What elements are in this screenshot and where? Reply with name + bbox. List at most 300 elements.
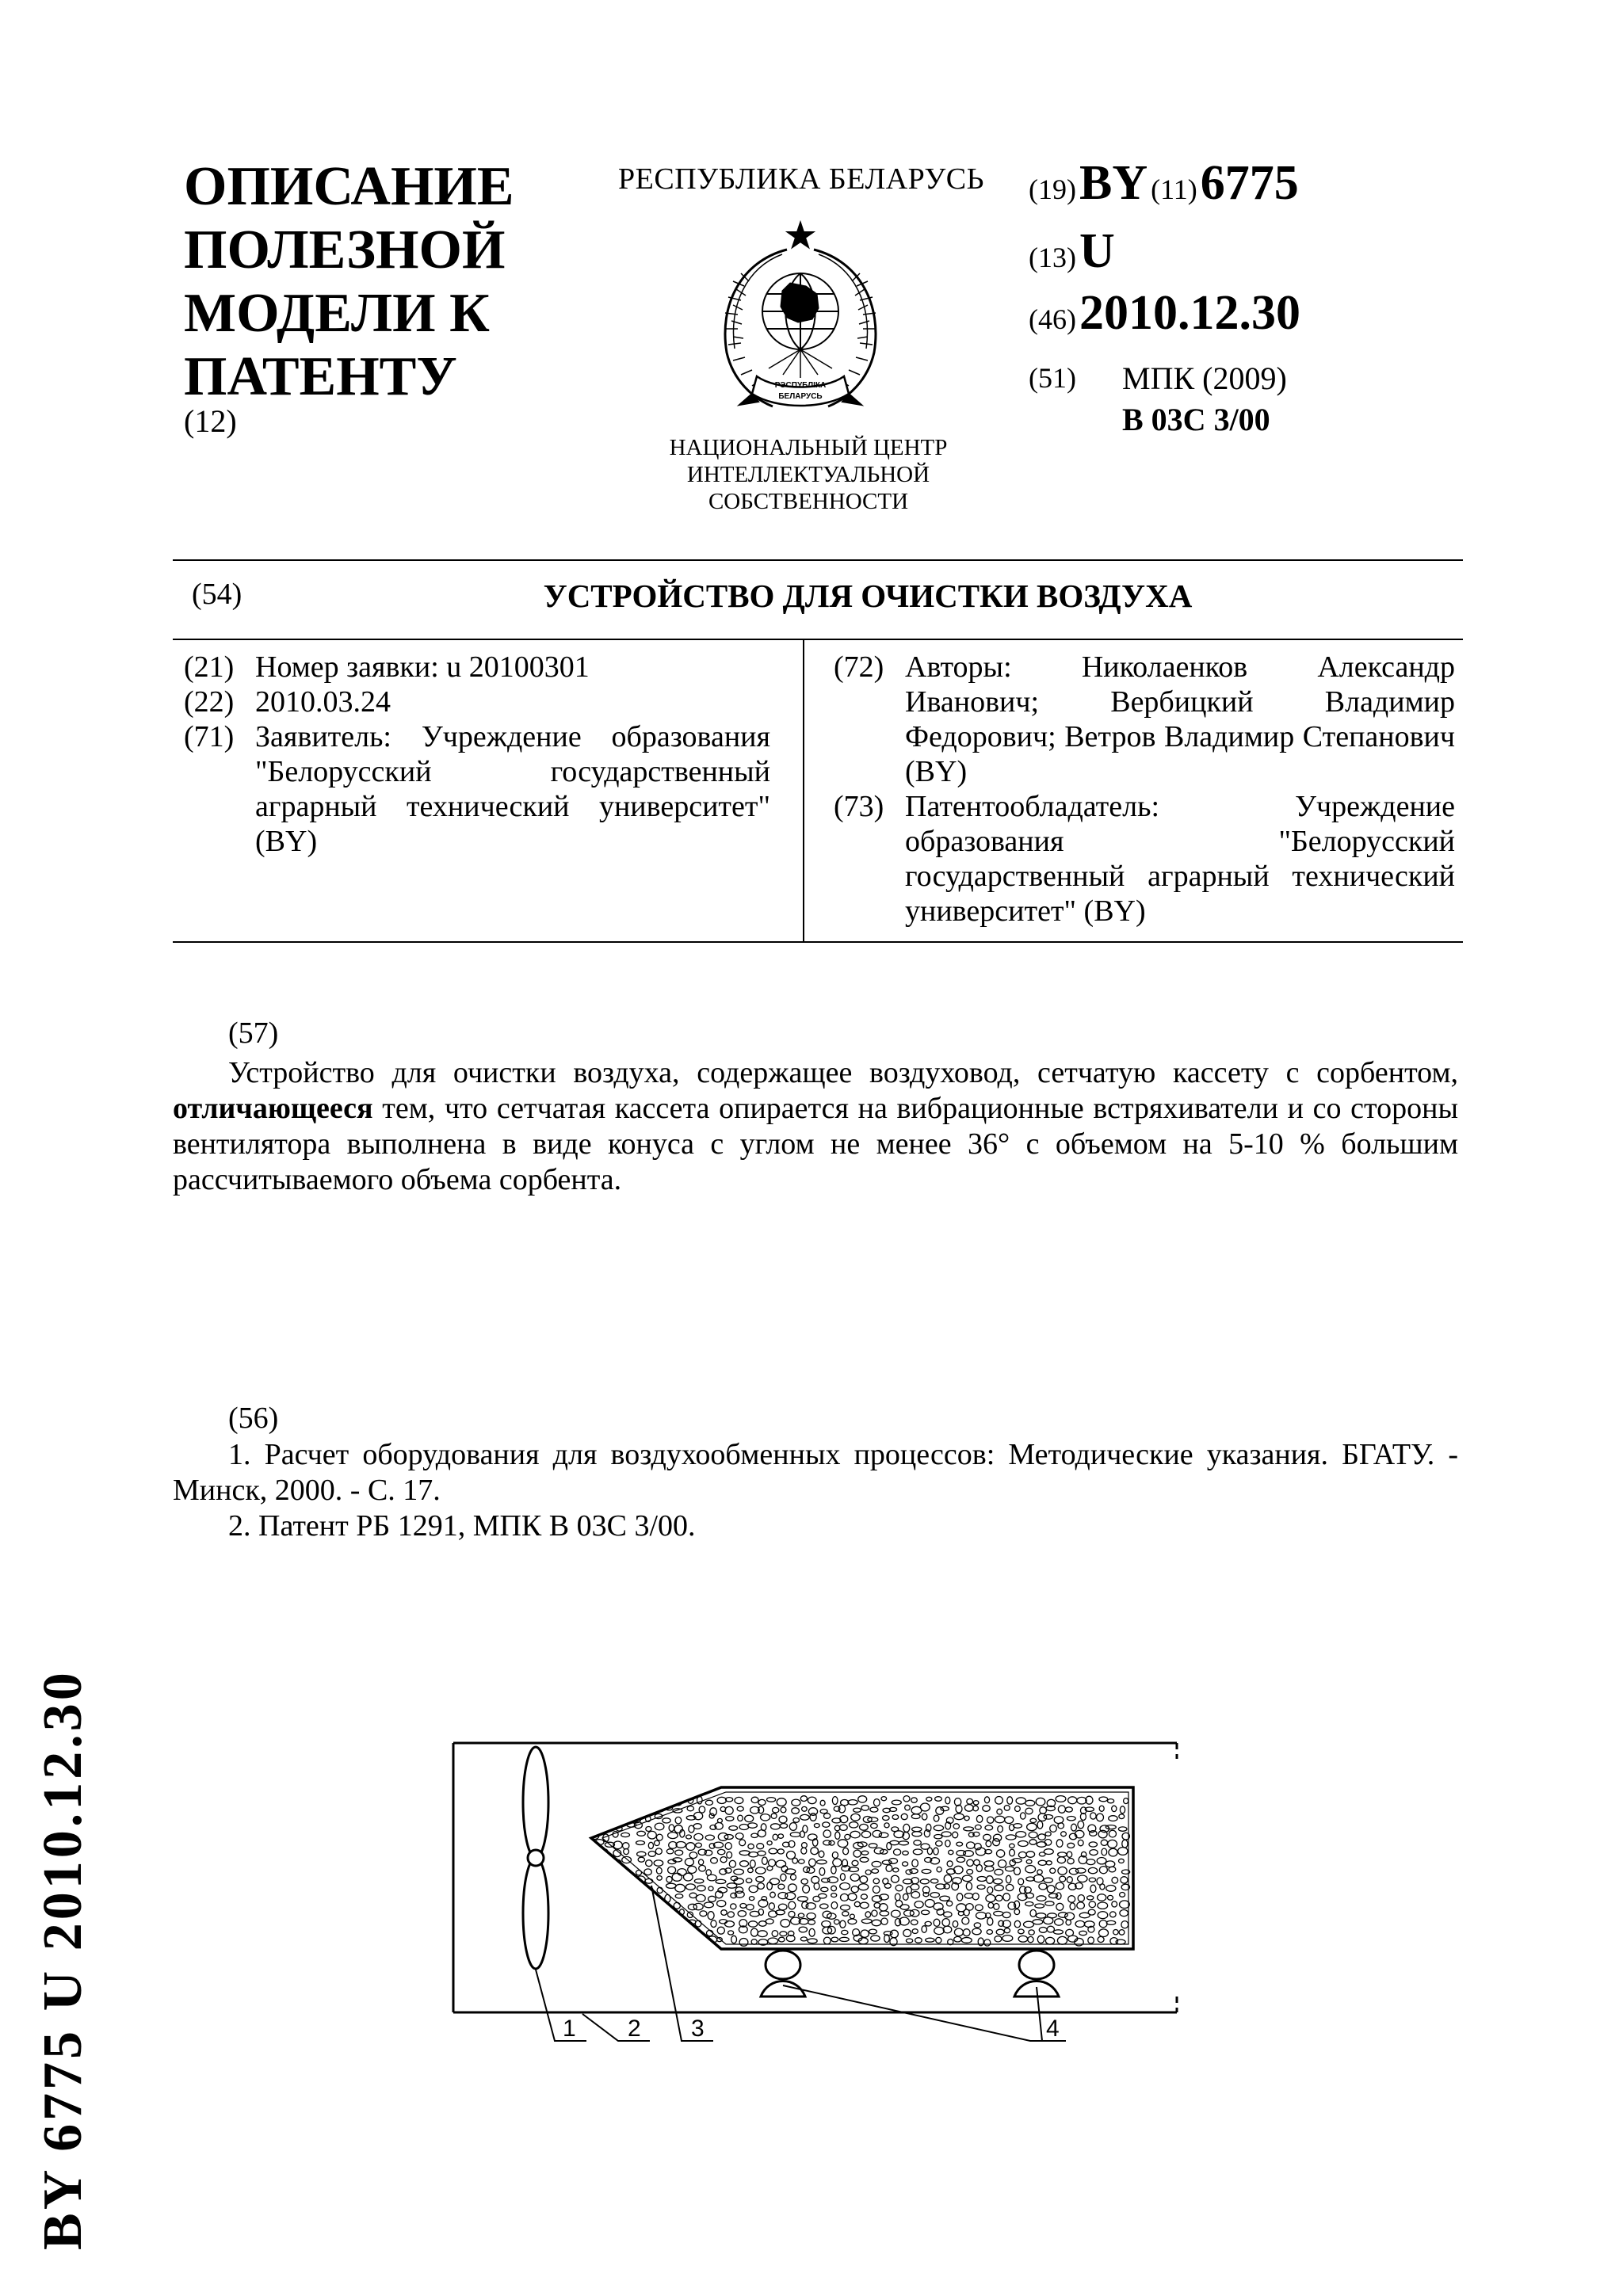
sorbent-granule (739, 1840, 746, 1846)
sorbent-granule (616, 1936, 621, 1940)
sorbent-granule (858, 1796, 867, 1802)
sorbent-granule (766, 1919, 773, 1924)
sorbent-granule (1026, 1852, 1035, 1858)
sorbent-granule (1078, 1840, 1083, 1845)
sorbent-granule (1044, 1849, 1053, 1855)
biblio-text: Заявитель: Учреждение образования "Белорусский государственный аграрный технический университет" (BY) (255, 720, 770, 858)
sorbent-granule (850, 1914, 854, 1919)
sorbent-granule (1040, 1807, 1047, 1814)
divider-middle (173, 639, 1463, 640)
sorbent-granule (882, 1860, 892, 1864)
sorbent-granule (679, 1928, 686, 1936)
sorbent-granule (593, 1824, 601, 1828)
sorbent-granule (778, 1884, 785, 1889)
sorbent-granule (848, 1800, 857, 1805)
sorbent-granule (637, 1831, 646, 1836)
sorbent-granule (940, 1896, 950, 1901)
reference-item: 1. Расчет оборудования для воздухообменных процессов: Методические указания. БГАТУ. - Минск, 2000. - С. 17. (173, 1438, 1458, 1507)
sorbent-granule (684, 1873, 693, 1881)
sorbent-granule (1097, 1814, 1104, 1821)
sorbent-granule (838, 1840, 848, 1848)
sorbent-granule (1025, 1800, 1035, 1806)
sorbent-granule (1044, 1840, 1052, 1846)
sorbent-granule (633, 1920, 641, 1924)
sorbent-granule (1099, 1797, 1108, 1802)
sorbent-granule (789, 1901, 796, 1909)
sorbent-granule (800, 1796, 807, 1802)
sorbent-granule (1102, 1848, 1107, 1855)
sorbent-granule (707, 1875, 716, 1881)
sorbent-granule (1055, 1919, 1064, 1925)
sorbent-granule (773, 1807, 779, 1813)
sorbent-granule (1006, 1884, 1013, 1890)
sorbent-granule (831, 1902, 838, 1909)
sorbent-granule (811, 1848, 819, 1855)
sorbent-granule (694, 1879, 704, 1883)
sorbent-granule (957, 1857, 964, 1862)
sorbent-granule (870, 1807, 878, 1812)
sorbent-granule (839, 1825, 847, 1830)
sorbent-granule (1038, 1834, 1045, 1840)
biblio-right-column (834, 650, 1455, 929)
sorbent-granule (699, 1859, 704, 1865)
sorbent-granule (675, 1884, 685, 1892)
column-separator (803, 639, 804, 942)
sorbent-granule (1006, 1835, 1016, 1840)
sorbent-granule (941, 1832, 951, 1836)
sorbent-granule (912, 1929, 918, 1934)
sorbent-granule (972, 1928, 981, 1935)
sorbent-granule (748, 1921, 757, 1927)
sorbent-granule (831, 1937, 838, 1942)
code-12: (12) (184, 403, 237, 439)
sorbent-granule (771, 1824, 781, 1829)
sorbent-granule (791, 1875, 796, 1880)
sorbent-granule (930, 1879, 938, 1883)
sorbent-granule (1120, 1910, 1128, 1917)
sorbent-granule (861, 1831, 870, 1837)
sorbent-granule (1119, 1930, 1125, 1936)
sorbent-granule (1075, 1920, 1085, 1927)
biblio-num: (21) (184, 650, 235, 684)
sorbent-granule (806, 1903, 815, 1909)
sorbent-granule (953, 1824, 959, 1829)
sorbent-granule (834, 1920, 840, 1924)
sorbent-granule (780, 1932, 787, 1936)
sorbent-granule (832, 1797, 838, 1805)
sorbent-granule (727, 1852, 732, 1858)
sorbent-granule (669, 1825, 674, 1832)
sorbent-granule (675, 1817, 682, 1824)
sorbent-granule (943, 1926, 952, 1933)
sorbent-granule (776, 1860, 786, 1867)
sorbent-granule (669, 1938, 677, 1942)
sorbent-granule (1109, 1816, 1117, 1821)
sorbent-granule (953, 1921, 958, 1928)
sorbent-granule (984, 1797, 989, 1803)
sorbent-granule (685, 1884, 695, 1890)
sorbent-granule (1078, 1895, 1084, 1902)
sorbent-granule (1088, 1937, 1094, 1943)
code-51: (51) (1029, 362, 1076, 394)
sorbent-granule (605, 1896, 612, 1902)
sorbent-granule (954, 1814, 964, 1820)
sorbent-granule (1098, 1936, 1104, 1942)
emblem-ribbon-text-1: РЭСПУБЛІКА (774, 381, 827, 390)
sorbent-granule (911, 1884, 919, 1890)
sorbent-granule (820, 1810, 827, 1814)
code-54: (54) (192, 578, 242, 611)
sorbent-granule (1028, 1936, 1033, 1942)
sorbent-granule (705, 1835, 714, 1840)
sorbent-granule (884, 1823, 889, 1828)
sorbent-granule (617, 1806, 623, 1811)
sorbent-granule (890, 1930, 898, 1938)
sorbent-granule (711, 1920, 716, 1928)
sorbent-granule (749, 1886, 758, 1893)
sorbent-granule (912, 1859, 918, 1867)
sorbent-granule (879, 1833, 888, 1837)
sorbent-granule (997, 1809, 1002, 1814)
sorbent-granule (892, 1875, 899, 1882)
sorbent-granule (613, 1921, 618, 1928)
sorbent-granule (995, 1936, 1002, 1942)
sorbent-granule (860, 1902, 869, 1909)
sorbent-granule (999, 1860, 1006, 1868)
sorbent-granule (963, 1929, 970, 1936)
sorbent-granule (1067, 1817, 1075, 1821)
sorbent-granule (920, 1803, 930, 1811)
sorbent-granule (995, 1869, 1003, 1875)
sorbent-granule (1078, 1875, 1087, 1882)
sorbent-granule (643, 1920, 652, 1926)
sorbent-granule (839, 1937, 849, 1941)
sorbent-granule (1079, 1931, 1087, 1935)
sorbent-granule (628, 1878, 633, 1886)
sorbent-granule (1120, 1806, 1125, 1814)
sorbent-granule (820, 1800, 825, 1806)
sorbent-granule (1015, 1806, 1021, 1812)
sorbent-granule (1016, 1798, 1025, 1804)
code-19: (19) (1029, 174, 1076, 205)
sorbent-granule (945, 1840, 950, 1847)
sorbent-granule (953, 1832, 958, 1838)
invention-title: УСТРОЙСТВО ДЛЯ ОЧИСТКИ ВОЗДУХА (543, 578, 1193, 614)
biblio-entry-73 (834, 789, 1455, 929)
sorbent-granule (646, 1827, 651, 1832)
sorbent-granule (947, 1861, 953, 1867)
sorbent-granule (726, 1817, 734, 1821)
sorbent-granule (605, 1817, 616, 1822)
sorbent-granule (1090, 1831, 1097, 1836)
sorbent-granule (731, 1936, 737, 1943)
sorbent-granule (861, 1806, 869, 1811)
sorbent-granule (911, 1892, 920, 1898)
sorbent-granule (903, 1796, 910, 1802)
sorbent-granule (976, 1905, 983, 1911)
sorbent-granule (1033, 1875, 1044, 1882)
sorbent-granule (934, 1825, 943, 1831)
sorbent-granule (717, 1818, 722, 1822)
sorbent-granule (785, 1893, 796, 1900)
sorbent-granule (1061, 1832, 1067, 1836)
sorbent-granule (688, 1866, 697, 1873)
sorbent-granule (626, 1796, 633, 1801)
sorbent-granule (779, 1937, 785, 1942)
sorbent-granule (663, 1818, 670, 1823)
sorbent-granule (789, 1911, 795, 1917)
sorbent-granule (798, 1897, 808, 1901)
sorbent-granule (645, 1878, 653, 1883)
sorbent-granule (998, 1826, 1003, 1833)
sorbent-granule (731, 1904, 736, 1909)
sorbent-granule (668, 1833, 678, 1839)
sorbent-granule (761, 1814, 770, 1821)
sorbent-granule (621, 1833, 630, 1836)
sorbent-granule (600, 1934, 609, 1942)
sorbent-granule (772, 1931, 778, 1937)
sorbent-granule (1036, 1913, 1046, 1918)
sorbent-granule (935, 1797, 942, 1802)
sorbent-granule (887, 1843, 892, 1850)
sorbent-granule (781, 1807, 786, 1813)
sorbent-granule (799, 1859, 805, 1863)
sorbent-granule (954, 1798, 960, 1806)
sorbent-granule (792, 1799, 800, 1806)
sorbent-granule (627, 1901, 633, 1907)
sorbent-granule (910, 1909, 919, 1917)
sorbent-granule (1121, 1877, 1128, 1883)
sorbent-granule (985, 1866, 994, 1871)
sorbent-granule (1097, 1858, 1106, 1864)
sorbent-granule (871, 1823, 878, 1828)
sorbent-granule (637, 1852, 646, 1856)
sorbent-granule (717, 1797, 726, 1803)
sorbent-granule (832, 1852, 838, 1859)
sorbent-granule (1120, 1901, 1130, 1909)
sorbent-granule (665, 1798, 674, 1803)
sorbent-granule (865, 1912, 871, 1917)
side-document-label: BY 6775 U 2010.12.30 (32, 1669, 94, 2250)
sorbent-granule (745, 1815, 754, 1821)
sorbent-granule (831, 1886, 837, 1890)
sorbent-granule (872, 1920, 881, 1926)
sorbent-granule (594, 1849, 601, 1855)
sorbent-granule (945, 1797, 950, 1804)
sorbent-granule (880, 1911, 889, 1916)
sorbent-granule (967, 1859, 974, 1866)
sorbent-granule (612, 1814, 621, 1821)
sorbent-granule (967, 1798, 973, 1804)
abstract-text (173, 1055, 1458, 1198)
sorbent-granule (727, 1912, 734, 1917)
sorbent-granule (860, 1876, 868, 1883)
sorbent-granule (964, 1805, 973, 1812)
sorbent-granule (903, 1862, 908, 1866)
sorbent-granule (1038, 1860, 1047, 1865)
sorbent-granule (994, 1904, 999, 1910)
sorbent-granule (1047, 1886, 1055, 1893)
sorbent-granule (874, 1799, 880, 1806)
sorbent-granule (700, 1911, 707, 1917)
sorbent-granule (1010, 1844, 1015, 1848)
sorbent-granule (718, 1849, 725, 1854)
sorbent-granule (903, 1851, 909, 1855)
sorbent-granule (1065, 1807, 1072, 1812)
sorbent-granule (676, 1842, 685, 1848)
sorbent-granule (635, 1909, 643, 1917)
sorbent-granule (1099, 1867, 1107, 1874)
sorbent-granule (717, 1901, 726, 1907)
biblio-entry-22 (184, 685, 770, 719)
sorbent-granule (911, 1798, 918, 1802)
sorbent-granule (777, 1849, 784, 1854)
sorbent-granule (973, 1801, 979, 1805)
sorbent-granule (920, 1879, 929, 1884)
sorbent-granule (872, 1869, 879, 1873)
sorbent-granule (757, 1844, 764, 1849)
sorbent-granule (842, 1912, 849, 1917)
sorbent-granule (781, 1874, 786, 1881)
sorbent-granule (1058, 1806, 1065, 1813)
sorbent-granule (595, 1913, 601, 1918)
sorbent-granule (652, 1798, 663, 1803)
abstract-emphasis: отличающееся (173, 1092, 373, 1125)
sorbent-granule (861, 1919, 872, 1924)
sorbent-granule (840, 1920, 846, 1928)
sorbent-granule (758, 1851, 766, 1855)
sorbent-granule (884, 1883, 891, 1888)
sorbent-granule (699, 1806, 705, 1813)
sorbent-granule (1098, 1894, 1106, 1901)
sorbent-granule (666, 1849, 674, 1854)
sorbent-granule (614, 1900, 620, 1906)
sorbent-granule (976, 1913, 987, 1920)
sorbent-granule (868, 1817, 878, 1822)
sorbent-granule (751, 1939, 757, 1945)
sorbent-granule (994, 1834, 1002, 1841)
sorbent-granule (1025, 1866, 1036, 1873)
sorbent-granule (944, 1912, 952, 1917)
sorbent-granule (676, 1937, 685, 1941)
sorbent-granule (892, 1800, 901, 1805)
sorbent-granule (1099, 1920, 1107, 1928)
sorbent-granule (912, 1827, 922, 1832)
sorbent-granule (808, 1797, 816, 1804)
sorbent-granule (967, 1842, 975, 1848)
document-title-line: ПАТЕНТУ (184, 346, 457, 407)
sorbent-granule (594, 1876, 600, 1883)
sorbent-granule (655, 1840, 660, 1845)
sorbent-granule (905, 1805, 911, 1810)
sorbent-granule (769, 1903, 774, 1910)
sorbent-granule (956, 1805, 962, 1813)
sorbent-granule (954, 1936, 961, 1942)
sorbent-granule (646, 1860, 652, 1867)
center-name-line: СОБСТВЕННОСТИ (708, 489, 909, 514)
sorbent-granule (930, 1893, 939, 1897)
sorbent-granule (602, 1809, 610, 1814)
sorbent-granule (740, 1861, 749, 1867)
sorbent-granule (674, 1825, 682, 1833)
sorbent-granule (1090, 1885, 1096, 1892)
biblio-entry-21 (184, 650, 770, 685)
sorbent-granule (934, 1927, 945, 1934)
sorbent-granule (810, 1814, 816, 1821)
sorbent-granule (904, 1910, 915, 1917)
sorbent-granule (819, 1894, 827, 1898)
sorbent-granule (1087, 1896, 1094, 1900)
sorbent-granule (687, 1806, 693, 1811)
sorbent-granule (1056, 1882, 1064, 1890)
sorbent-granule (751, 1928, 758, 1936)
sorbent-granule (1002, 1912, 1010, 1917)
sorbent-granule (800, 1814, 810, 1820)
sorbent-granule (636, 1841, 645, 1845)
sorbent-granule (657, 1887, 663, 1893)
sorbent-granule (913, 1849, 922, 1855)
sorbent-granule (850, 1822, 858, 1828)
sorbent-granule (793, 1818, 800, 1823)
sorbent-granule (1067, 1877, 1072, 1883)
sorbent-granule (1014, 1901, 1020, 1908)
sorbent-granule (871, 1936, 880, 1941)
biblio-num: (72) (834, 650, 884, 684)
divider-top (173, 559, 1463, 561)
sorbent-granule (1119, 1814, 1125, 1819)
sorbent-granule (802, 1843, 808, 1848)
sorbent-granule (1120, 1893, 1125, 1897)
sorbent-granule (975, 1825, 981, 1829)
sorbent-granule (642, 1794, 652, 1802)
sorbent-granule (949, 1850, 953, 1854)
sorbent-granule (886, 1865, 892, 1872)
sorbent-granule (1030, 1909, 1036, 1917)
sorbent-granule (1108, 1799, 1114, 1803)
sorbent-granule (1098, 1912, 1108, 1919)
sorbent-granule (983, 1834, 991, 1840)
sorbent-granule (1057, 1857, 1065, 1863)
code-row-46 (1029, 285, 1300, 341)
sorbent-granule (890, 1840, 899, 1844)
sorbent-granule (823, 1822, 830, 1827)
sorbent-granule (748, 1823, 758, 1828)
sorbent-granule (954, 1928, 963, 1936)
sorbent-granule (636, 1796, 643, 1802)
sorbent-granule (1029, 1832, 1037, 1838)
sorbent-granule (605, 1884, 612, 1890)
sorbent-granule (1067, 1859, 1074, 1864)
divider-bottom (173, 941, 1463, 943)
sorbent-granule (769, 1848, 777, 1854)
sorbent-granule (912, 1832, 922, 1836)
sorbent-granule (657, 1876, 662, 1881)
sorbent-granule (840, 1816, 848, 1823)
sorbent-granule (635, 1938, 642, 1944)
sorbent-granule (1071, 1824, 1077, 1831)
emblem-ribbon-text-2: БЕЛАРУСЬ (778, 392, 823, 401)
sorbent-granule (1044, 1878, 1052, 1882)
sorbent-granule (1089, 1842, 1097, 1847)
sorbent-granule (1014, 1920, 1020, 1928)
sorbent-granule (1004, 1928, 1010, 1933)
figure-label-3: 3 (691, 2016, 705, 2042)
sorbent-granule (655, 1848, 662, 1855)
sorbent-granule (718, 1887, 727, 1893)
sorbent-granule (1039, 1928, 1047, 1933)
sorbent-granule (611, 1867, 618, 1871)
sorbent-granule (593, 1807, 599, 1814)
